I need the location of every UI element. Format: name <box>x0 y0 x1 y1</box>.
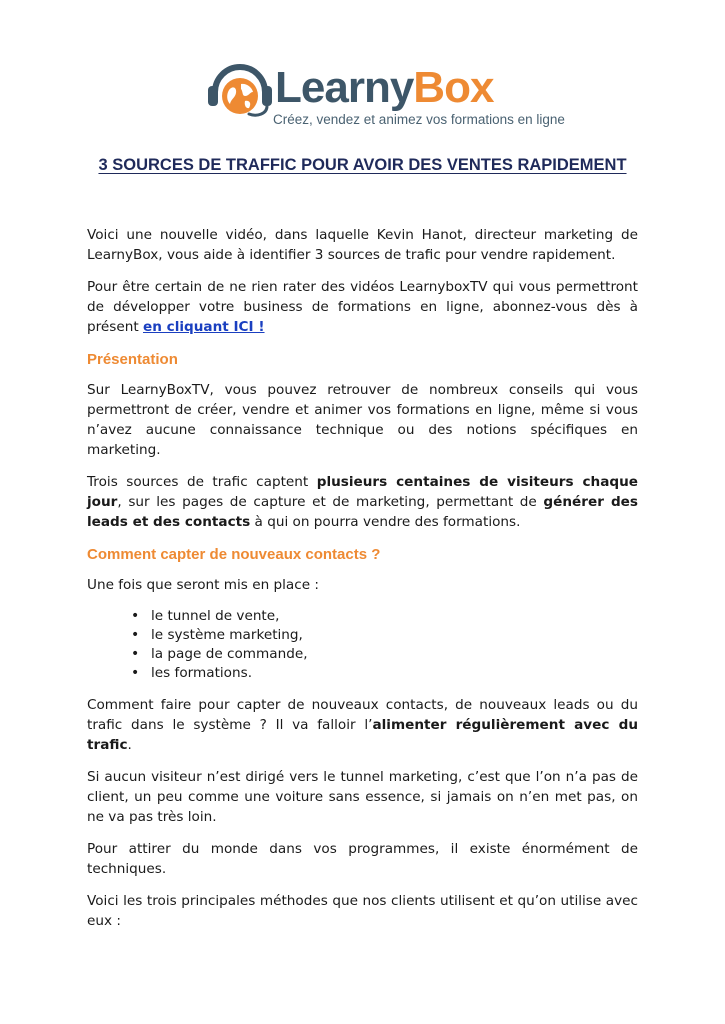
intro-paragraph-1: Voici une nouvelle vidéo, dans laquelle Kevin Hanot, directeur marketing de LearnyBox, vous aide à identifier 3 sources de trafic pour vendre rapidement. <box>87 227 638 263</box>
headset-globe-icon <box>205 52 275 122</box>
document-body <box>87 225 638 943</box>
subscribe-link[interactable]: en cliquant ICI ! <box>143 319 265 335</box>
list-item: • le système marketing, <box>151 626 638 645</box>
learnybox-logo <box>205 52 565 142</box>
intro-paragraph-2: Pour être certain de ne rien rater des vidéos LearnyboxTV qui vous permettront de développer votre business de formations en ligne, abonnez-vous dès à présent en cliquant ICI ! <box>87 279 638 335</box>
logo-tagline: Créez, vendez et animez vos formations en ligne <box>273 112 565 127</box>
logo-wordmark: LearnyBox <box>275 63 494 112</box>
heading-presentation: Présentation <box>87 351 178 368</box>
list-item: • les formations. <box>151 664 638 683</box>
document-title: 3 SOURCES DE TRAFFIC POUR AVOIR DES VENTES RAPIDEMENT <box>98 156 627 174</box>
setup-list <box>87 607 638 683</box>
presentation-paragraph-1: Sur LearnyBoxTV, vous pouvez retrouver de nombreux conseils qui vous permettront de créer, vendre et animer vos formations en ligne, même si vous n’avez aucune connaissance technique ou des notions spécifiques en marketing. <box>87 382 638 458</box>
presentation-paragraph-2: Trois sources de trafic captent plusieurs centaines de visiteurs chaque jour, sur les pages de capture et de marketing, permettant de générer des leads et des contacts à qui on pourra vendre des formations. <box>87 474 638 530</box>
contacts-paragraph-4: Voici les trois principales méthodes que nos clients utilisent et qu’on utilise avec eux : <box>87 893 638 929</box>
list-item: • le tunnel de vente, <box>151 607 638 626</box>
contacts-paragraph-3: Pour attirer du monde dans vos programmes, il existe énormément de techniques. <box>87 841 638 877</box>
contacts-paragraph-2: Si aucun visiteur n’est dirigé vers le tunnel marketing, c’est que l’on n’a pas de client, un peu comme une voiture sans essence, si jamais on n’en met pas, on ne va pas très loin. <box>87 769 638 825</box>
heading-capter-contacts: Comment capter de nouveaux contacts ? <box>87 546 381 563</box>
contacts-paragraph-1: Comment faire pour capter de nouveaux contacts, de nouveaux leads ou du trafic dans le système ? Il va falloir l’alimenter régulièrement avec du trafic. <box>87 697 639 753</box>
list-item: • la page de commande, <box>151 645 638 664</box>
list-lead-text: Une fois que seront mis en place : <box>87 577 319 593</box>
